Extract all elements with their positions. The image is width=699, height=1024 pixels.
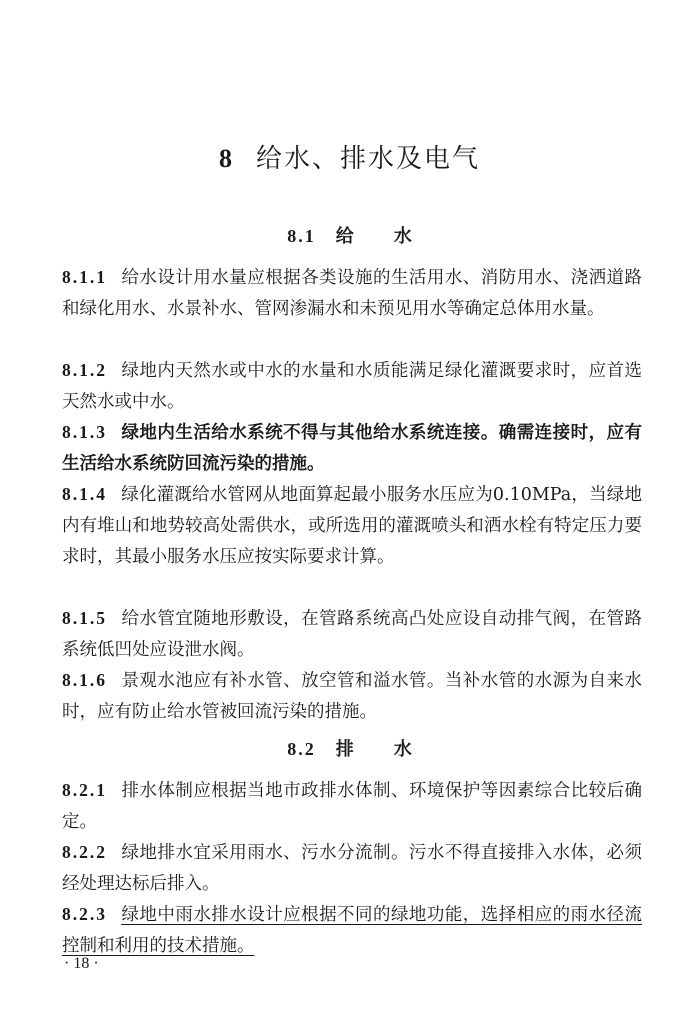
clause-8-1-6 bbox=[62, 665, 642, 728]
page-number: · 18 · bbox=[64, 955, 99, 972]
clause-number: 8.1.6 bbox=[62, 670, 107, 690]
clause-8-1-5 bbox=[62, 603, 642, 666]
clause-text: 排水体制应根据当地市政排水体制、环境保护等因素综合比较后确定。 bbox=[62, 781, 642, 832]
section-title-8-1 bbox=[0, 222, 699, 248]
section-name: 给水 bbox=[335, 226, 452, 247]
clause-number: 8.1.4 bbox=[62, 484, 107, 504]
section-title-8-2 bbox=[0, 735, 699, 761]
chapter-title bbox=[0, 138, 699, 175]
clause-8-1-2 bbox=[62, 355, 642, 418]
section-number: 8.2 bbox=[287, 739, 316, 759]
clause-8-2-3 bbox=[62, 899, 642, 962]
clause-number: 8.1.3 bbox=[62, 422, 107, 442]
chapter-number: 8 bbox=[218, 144, 234, 173]
clause-text: 绿地内生活给水系统不得与其他给水系统连接。确需连接时，应有生活给水系统防回流污染的措施。 bbox=[62, 423, 642, 474]
clause-text: 绿地内天然水或中水的水量和水质能满足绿化灌溉要求时，应首选天然水或中水。 bbox=[62, 361, 642, 412]
clause-8-1-4 bbox=[62, 479, 642, 573]
clause-text: 绿地中雨水排水设计应根据不同的绿地功能，选择相应的雨水径流控制和利用的技术措施。 bbox=[62, 905, 642, 956]
clause-number: 8.1.5 bbox=[62, 608, 107, 628]
section-number: 8.1 bbox=[287, 226, 316, 246]
clause-number: 8.2.2 bbox=[62, 842, 107, 862]
clause-number: 8.1.2 bbox=[62, 360, 107, 380]
clause-8-1-1 bbox=[62, 262, 642, 325]
clause-text: 给水设计用水量应根据各类设施的生活用水、消防用水、浇洒道路和绿化用水、水景补水、管网渗漏水和未预见用水等确定总体用水量。 bbox=[62, 268, 642, 319]
clause-text: 绿化灌溉给水管网从地面算起最小服务水压应为0.10MPa，当绿地内有堆山和地势较高处需供水，或所选用的灌溉喷头和洒水栓有特定压力要求时，其最小服务水压应按实际要求计算。 bbox=[62, 485, 642, 567]
clause-number: 8.1.1 bbox=[62, 267, 107, 287]
clause-8-1-3 bbox=[62, 417, 642, 480]
clause-8-2-2 bbox=[62, 837, 642, 900]
chapter-name: 给水、排水及电气 bbox=[255, 144, 480, 174]
clause-8-2-1 bbox=[62, 775, 642, 838]
clause-text: 绿地排水宜采用雨水、污水分流制。污水不得直接排入水体，必须经处理达标后排入。 bbox=[62, 843, 642, 894]
clause-number: 8.2.3 bbox=[62, 904, 107, 924]
clause-text: 给水管宜随地形敷设，在管路系统高凸处应设自动排气阀，在管路系统低凹处应设泄水阀。 bbox=[62, 609, 642, 660]
section-name: 排水 bbox=[335, 739, 452, 760]
clause-text: 景观水池应有补水管、放空管和溢水管。当补水管的水源为自来水时，应有防止给水管被回流污染的措施。 bbox=[62, 671, 642, 722]
clause-number: 8.2.1 bbox=[62, 780, 107, 800]
